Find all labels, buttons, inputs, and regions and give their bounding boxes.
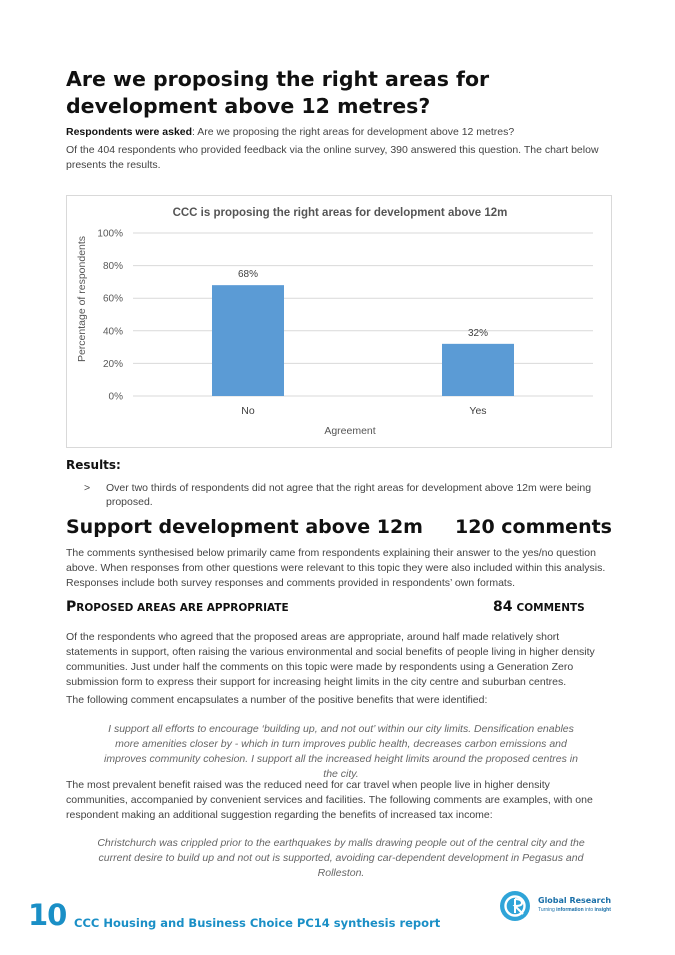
data-label: 68%: [237, 269, 259, 281]
x-tick-label: No: [241, 405, 255, 417]
y-tick-label: 20%: [102, 358, 123, 370]
asked-label: Respondents were asked: [66, 126, 193, 138]
page-heading: [66, 66, 626, 120]
bullet-marker: >: [84, 482, 91, 494]
chart-grid: [97, 229, 593, 403]
x-axis-label: Agreement: [324, 425, 376, 437]
proposed-body-3: The most prevalent benefit raised was the reduced need for car travel when people live in higher density communities, accompanied by convenient services and facilities. The following comments are examples, with one respondent making an additional suggestion regarding the benefits of increased tax income:: [66, 779, 593, 821]
y-tick-label: 100%: [97, 228, 123, 240]
y-tick-label: 60%: [102, 293, 123, 305]
page-number: 10: [28, 898, 67, 932]
global-research-logo-icon: [498, 889, 608, 923]
proposed-body-1: Of the respondents who agreed that the proposed areas are appropriate, around half made relatively short statements in support, often raising the various environmental and social benefits of people living in higher density communities. Just under half the comments on this topic were made by respondents using a Generation Zero submission form to express their support for increasing height limits in the city centre and suburban centres.: [66, 631, 595, 688]
x-tick-label: Yes: [469, 405, 487, 417]
quote-2: Christchurch was crippled prior to the earthquakes by malls drawing people out of the central city and the current desire to build up and not out is supported, avoiding car-dependent development in Pegasus and Rolleston.: [97, 837, 585, 879]
logo-tagline-part-3: into: [583, 907, 595, 913]
y-tick-label: 80%: [102, 261, 123, 273]
proposed-subsection-title: [66, 599, 289, 615]
quote-1: I support all efforts to encourage ‘building up, and not out’ within our city limits. Densification enables more amenities closer by - which in turn improves public health, decreases carbon emissions and improves community cohesion. I support all the increased height limits around the proposed centres in the city.: [104, 723, 578, 780]
question-asked: [66, 125, 611, 140]
logo-name: Global Research: [538, 896, 612, 905]
proposed-title-initial: P: [66, 599, 77, 615]
proposed-count-label: COMMENTS: [516, 602, 585, 614]
proposed-count-number: 84: [493, 599, 513, 615]
asked-text: : Are we proposing the right areas for development above 12 metres?: [192, 126, 515, 138]
logo-tagline: [538, 907, 611, 913]
bar-chart: [66, 195, 612, 448]
support-comment-count: 120 comments: [455, 516, 612, 538]
proposed-comment-count: [493, 599, 585, 615]
intro-paragraph: Of the 404 respondents who provided feedback via the online survey, 390 answered this question. The chart below presents the results.: [66, 144, 599, 171]
page-heading-line-2: development above 12 metres?: [66, 94, 431, 118]
logo-tagline-part-1: Turning: [538, 907, 557, 913]
logo-tagline-part-2: information: [556, 907, 584, 913]
chart-bars: [212, 269, 514, 417]
y-axis-label: Percentage of respondents: [76, 235, 88, 363]
proposed-body-2: The following comment encapsulates a number of the positive benefits that were identified:: [66, 694, 488, 706]
data-label: 32%: [467, 327, 489, 339]
chart-title: CCC is proposing the right areas for development above 12m: [172, 207, 508, 219]
bar: [212, 285, 284, 396]
report-title: CCC Housing and Business Choice PC14 synthesis report: [74, 916, 441, 930]
support-body: The comments synthesised below primarily came from respondents explaining their answer to the yes/no question above. When responses from other questions were relevant to this topic they were also included within this analysis. Responses include both survey responses and comments provided in respondents’ own formats.: [66, 547, 606, 589]
support-section-title: Support development above 12m: [66, 516, 423, 538]
y-tick-label: 0%: [108, 391, 123, 403]
proposed-title-rest: ROPOSED AREAS ARE APPROPRIATE: [76, 602, 289, 614]
chart-svg: [67, 196, 613, 449]
logo-tagline-part-4: insight: [594, 907, 611, 913]
page-heading-line-1: Are we proposing the right areas for: [66, 67, 490, 91]
bar: [442, 344, 514, 396]
results-heading: Results:: [66, 458, 121, 472]
y-tick-label: 40%: [102, 326, 123, 338]
results-bullet-text: Over two thirds of respondents did not agree that the right areas for development above 12m were being proposed.: [106, 482, 592, 508]
